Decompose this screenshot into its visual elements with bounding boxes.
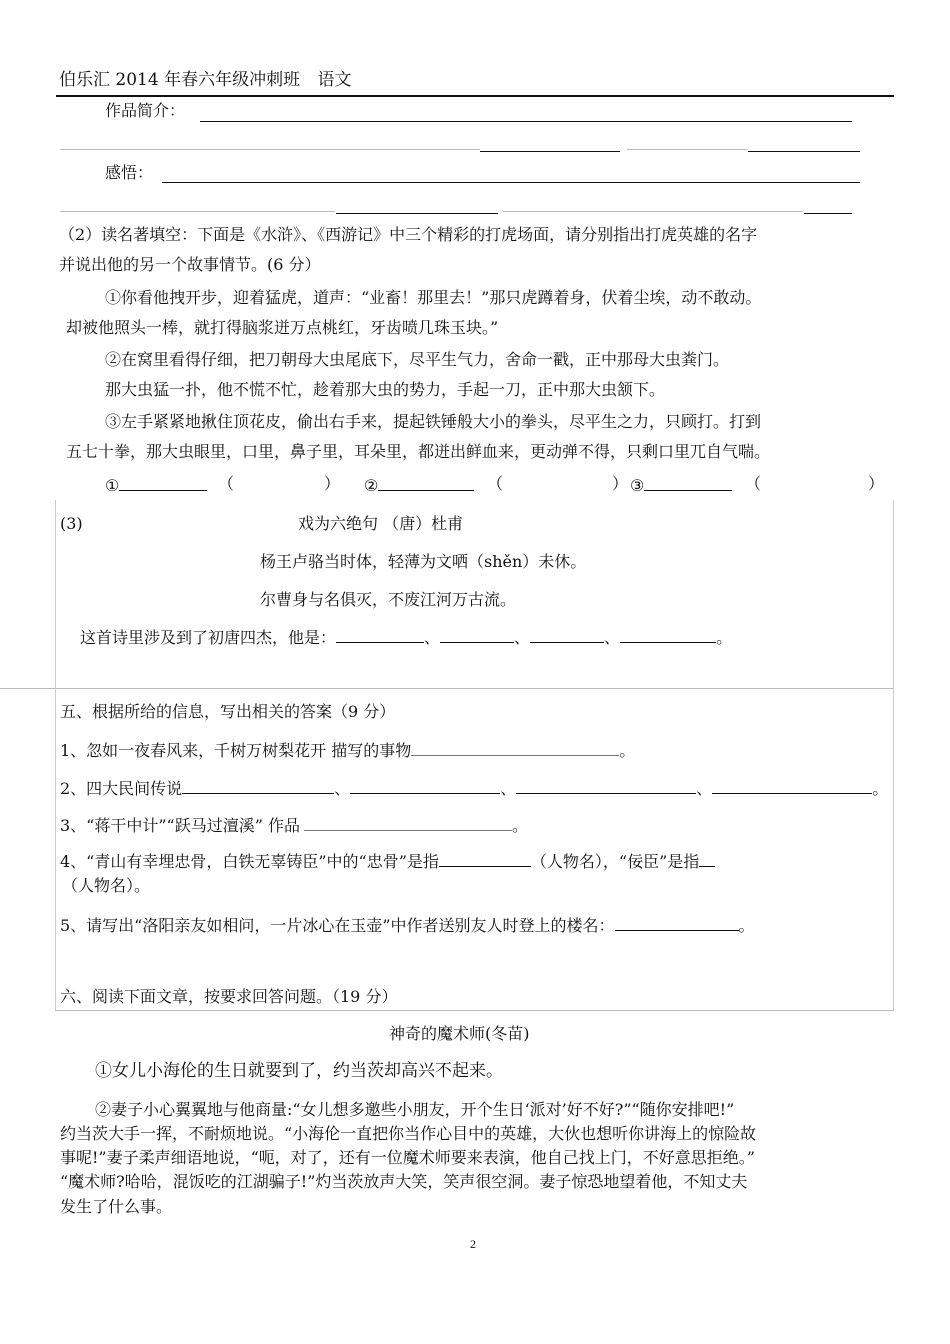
story-title: 神奇的魔术师(冬苗)	[389, 1024, 530, 1043]
q2-blank3-number: ③	[630, 476, 645, 495]
q2-blank2	[364, 476, 474, 494]
poem-line2: 尔曹身与名俱灭，不废江河万古流。	[260, 590, 517, 609]
q2-paren2-close: ）	[612, 474, 629, 493]
q2-prompt-line1: （2）读名著填空：下面是《水浒》、《西游记》中三个精彩的打虎场面，请分别指出打虎英雄的名字	[59, 225, 758, 244]
poem-title: 戏为六绝句 （唐）杜甫	[298, 514, 464, 533]
section5-title: 五、根据所给的信息，写出相关的答案（9 分）	[60, 702, 396, 721]
header-subject: 语文	[317, 70, 352, 90]
section5-q4-text-a: 4、“青山有幸埋忠骨，白铁无辜铸臣”中的“忠骨”是指	[60, 852, 439, 871]
q3-end: 。	[716, 628, 733, 647]
q2-paren3-close: ）	[868, 474, 885, 493]
q2-passage2-line1: ②在窝里看得仔细，把刀朝母大虫尾底下，尽平生气力，舍命一戳，正中那母大虫粪门。	[105, 350, 730, 369]
works-extra-line-thin-2	[627, 149, 747, 150]
q3-question	[80, 628, 732, 646]
q3-blank2[interactable]	[440, 628, 514, 643]
feeling-extra-line-thin-2	[503, 211, 803, 212]
q2-blank1	[105, 476, 207, 494]
section5-q3	[60, 816, 528, 834]
frame-left-lower	[55, 688, 56, 1010]
section-bottom-rule	[55, 1010, 894, 1011]
section5-q2-sep3: 、	[696, 779, 713, 798]
q2-passage1-line1: ①你看他拽开步，迎着猛虎，道声：“业畜！那里去！”那只虎蹲着身，伏着尘埃，动不敢动。	[105, 288, 762, 307]
feeling-extra-line-thin	[60, 211, 335, 212]
section5-q2-blank4[interactable]	[712, 779, 872, 794]
section5-q2-end: 。	[872, 779, 889, 798]
section5-q1-blank[interactable]	[411, 741, 619, 756]
section5-q3-blank[interactable]	[304, 816, 512, 831]
section5-q4-text-b: （人物名），“佞臣”是指	[530, 852, 700, 871]
section5-q3-text: 3、“蒋干中计”“跃马过澶溪” 作品	[60, 816, 300, 835]
section5-q2-blank2[interactable]	[350, 779, 500, 794]
q3-sep2: 、	[514, 628, 531, 647]
section5-q2-sep2: 、	[500, 779, 517, 798]
section-divider	[0, 688, 894, 689]
story-para2-line3: 事呢!”妻子柔声细语地说，“呃，对了，还有一位魔术师要来表演，他自己找上门，不好意思拒绝。”	[60, 1148, 755, 1167]
story-para2-line2: 约当茨大手一挥，不耐烦地说。“小海伦一直把你当作心目中的英雄，大伙也想听你讲海上的惊险故	[60, 1124, 757, 1143]
section5-q2	[60, 779, 888, 797]
q3-blank3[interactable]	[530, 628, 604, 643]
q2-blank1-number: ①	[105, 476, 120, 495]
section5-q4-blank2[interactable]	[699, 852, 715, 867]
q3-number: (3)	[60, 514, 83, 533]
q3-sep1: 、	[424, 628, 441, 647]
q2-paren1-close: ）	[324, 474, 341, 493]
header-course: 伯乐汇 2014 年春六年级冲刺班	[59, 70, 301, 90]
header-title	[59, 72, 351, 89]
q2-prompt-line2: 并说出他的另一个故事情节。(6 分）	[59, 255, 321, 274]
works-extra-line-thin	[60, 149, 480, 150]
works-answer-line[interactable]	[200, 121, 852, 122]
q2-blank2-number: ②	[364, 476, 379, 495]
q2-blank3-line[interactable]	[644, 476, 732, 491]
works-extra-line-2[interactable]	[748, 151, 860, 152]
section5-q4-line1	[60, 852, 715, 870]
section5-q2-blank3[interactable]	[516, 779, 696, 794]
poem-line1: 杨王卢骆当时体，轻薄为文哂（shěn）未休。	[260, 552, 587, 571]
q2-blank2-line[interactable]	[378, 476, 474, 491]
frame-right-upper	[893, 500, 894, 688]
feeling-answer-line[interactable]	[162, 182, 860, 183]
section5-q5	[60, 916, 755, 934]
q3-sep3: 、	[604, 628, 621, 647]
section5-q5-end: 。	[738, 916, 755, 935]
q2-passage1-line2: 却被他照头一棒，就打得脑浆迸万点桃红，牙齿喷几珠玉块。”	[66, 318, 499, 337]
section6-title: 六、阅读下面文章，按要求回答问题。（19 分）	[60, 987, 398, 1006]
q3-blank1[interactable]	[336, 628, 424, 643]
section5-q3-end: 。	[512, 816, 529, 835]
section5-q4-blank1[interactable]	[439, 852, 531, 867]
header-rule	[56, 95, 894, 97]
feeling-extra-line-2[interactable]	[804, 213, 852, 214]
q2-paren2-open: （	[487, 474, 504, 493]
q2-passage3-line2: 五七十拳，那大虫眼里，口里，鼻子里，耳朵里，都迸出鲜血来，更动弹不得，只剩口里兀自气喘。	[66, 442, 771, 461]
q2-passage2-line2: 那大虫猛一扑，他不慌不忙，趁着那大虫的势力，手起一刀，正中那大虫颔下。	[105, 380, 666, 399]
section5-q5-blank[interactable]	[615, 916, 739, 931]
feeling-extra-line-1[interactable]	[336, 213, 498, 214]
q2-passage3-line1: ③左手紧紧地揪住顶花皮，偷出右手来，提起铁锤般大小的拳头，尽平生之力，只顾打。打到	[105, 412, 762, 431]
frame-right-lower	[893, 688, 894, 1010]
section5-q2-blank1[interactable]	[182, 779, 334, 794]
frame-left-upper	[55, 500, 56, 688]
section5-q5-text: 5、请写出“洛阳亲友如相问，一片冰心在玉壶”中作者送别友人时登上的楼名：	[60, 916, 615, 935]
page-number: 2	[470, 1237, 476, 1251]
story-para1: ①女儿小海伦的生日就要到了，约当茨却高兴不起来。	[95, 1061, 503, 1081]
story-para2-line4: “魔术师?哈哈，混饭吃的江湖骗子!”灼当茨放声大笑，笑声很空洞。妻子惊恐地望着他，不知丈夫	[60, 1172, 748, 1191]
story-para2-line5: 发生了什么事。	[60, 1197, 173, 1216]
section5-q1-text: 1、忽如一夜春风来，千树万树梨花开 描写的事物	[60, 741, 412, 760]
section5-q4-line2: （人物名）。	[62, 876, 151, 895]
q2-paren1-open: （	[218, 474, 235, 493]
story-para2-line1: ②妻子小心翼翼地与他商量:“女儿想多邀些小朋友，开个生日‘派对’好不好?”“随你安排吧!”	[95, 1100, 735, 1119]
section5-q2-sep1: 、	[334, 779, 351, 798]
feeling-label: 感悟：	[105, 163, 154, 182]
q2-paren3-open: （	[745, 474, 762, 493]
section5-q1	[60, 741, 635, 759]
works-label: 作品简介：	[105, 101, 186, 120]
q2-blank3	[630, 476, 732, 494]
q3-blank4[interactable]	[620, 628, 716, 643]
q2-blank1-line[interactable]	[119, 476, 207, 491]
q3-question-text: 这首诗里涉及到了初唐四杰，他是：	[80, 628, 337, 647]
section5-q2-text: 2、四大民间传说	[60, 779, 183, 798]
section5-q1-end: 。	[619, 741, 636, 760]
works-extra-line-1[interactable]	[480, 151, 620, 152]
